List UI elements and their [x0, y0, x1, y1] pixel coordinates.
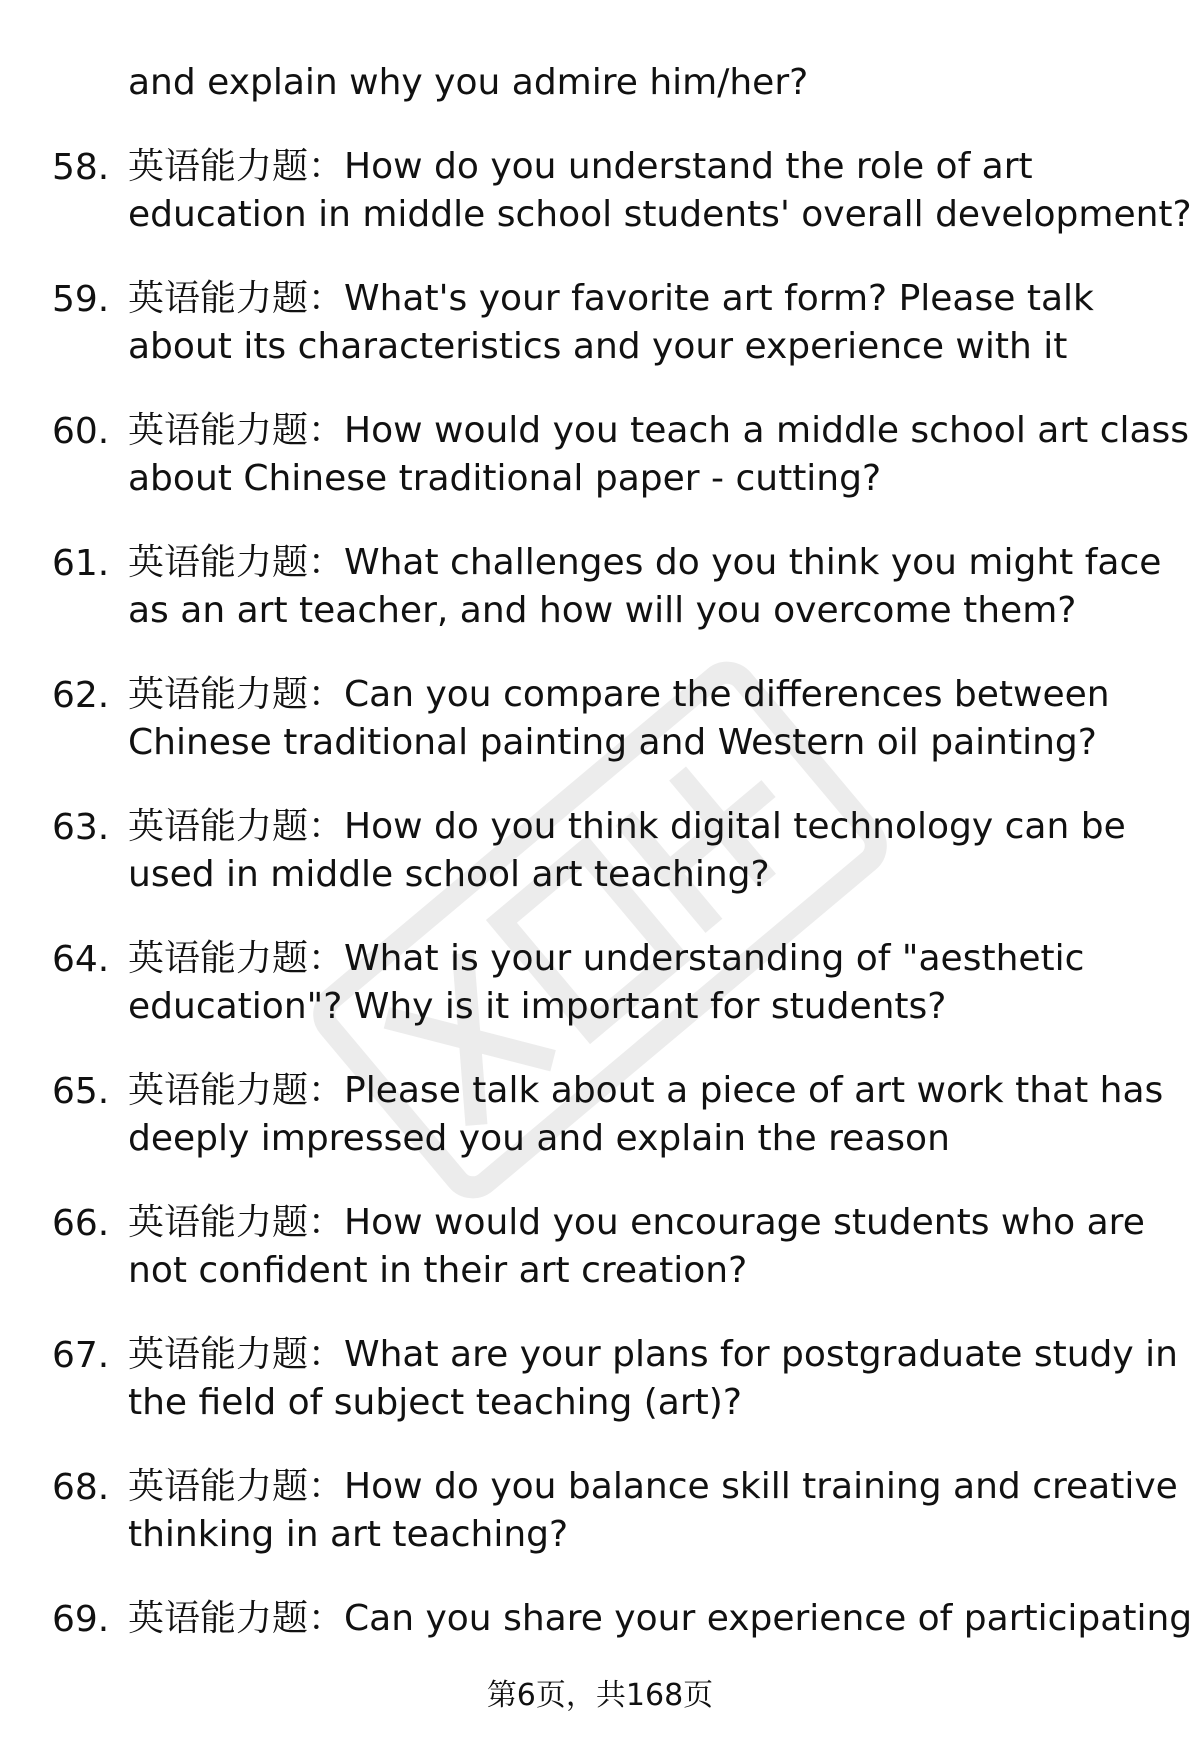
question-line-1: What are your plans for postgraduate study in — [344, 1334, 1178, 1375]
question-text — [128, 1331, 1178, 1427]
question-text — [128, 275, 1178, 371]
question-item — [0, 275, 1200, 407]
question-number: 69. — [52, 1599, 110, 1640]
question-line-1: What's your favorite art form? Please talk — [344, 278, 1094, 319]
question-line-2: Chinese traditional painting and Western oil painting? — [128, 722, 1097, 763]
continuation-text: and explain why you admire him/her? — [128, 62, 809, 103]
question-prefix: 英语能力题： — [128, 1598, 345, 1639]
question-text — [128, 1067, 1178, 1163]
question-prefix: 英语能力题： — [128, 278, 345, 319]
question-prefix: 英语能力题： — [128, 542, 345, 583]
question-item — [0, 1463, 1200, 1595]
question-line — [128, 1199, 1178, 1247]
question-line — [128, 275, 1178, 323]
question-prefix: 英语能力题： — [128, 938, 345, 979]
question-number: 59. — [52, 279, 110, 320]
question-item — [0, 935, 1200, 1067]
question-line — [128, 1331, 1178, 1379]
question-item — [0, 407, 1200, 539]
question-line-1: How would you teach a middle school art class — [344, 410, 1190, 451]
question-item — [0, 671, 1200, 803]
question-number: 67. — [52, 1335, 110, 1376]
question-list — [0, 143, 1200, 1727]
question-item — [0, 1067, 1200, 1199]
question-line-2: education"? Why is it important for students? — [128, 986, 947, 1027]
question-line-2: about Chinese traditional paper - cutting? — [128, 458, 882, 499]
question-prefix: 英语能力题： — [128, 806, 345, 847]
question-line — [128, 143, 1178, 191]
question-line — [128, 935, 1178, 983]
question-line-1: What challenges do you think you might face — [344, 542, 1162, 583]
question-text — [128, 671, 1178, 767]
question-text — [128, 143, 1192, 239]
question-line-2: used in middle school art teaching? — [128, 854, 770, 895]
question-number: 63. — [52, 807, 110, 848]
question-text — [128, 803, 1178, 899]
page-footer: 第6页，共168页 — [486, 1678, 714, 1713]
question-line-1: Can you share your experience of participating — [344, 1598, 1193, 1639]
question-line-2: not confident in their art creation? — [128, 1250, 748, 1291]
question-text — [128, 407, 1190, 503]
question-line — [128, 539, 1178, 587]
question-line-2: deeply impressed you and explain the reason — [128, 1118, 950, 1159]
question-item — [0, 1331, 1200, 1463]
question-text — [128, 539, 1178, 635]
question-line-1: How would you encourage students who are — [344, 1202, 1145, 1243]
question-prefix: 英语能力题： — [128, 1334, 345, 1375]
question-item — [0, 539, 1200, 671]
question-prefix: 英语能力题： — [128, 674, 345, 715]
question-line-1: What is your understanding of "aesthetic — [344, 938, 1085, 979]
question-line — [128, 1595, 1193, 1643]
question-line — [128, 407, 1190, 455]
question-line-2: about its characteristics and your experience with it — [128, 326, 1068, 367]
question-prefix: 英语能力题： — [128, 1466, 345, 1507]
question-prefix: 英语能力题： — [128, 1070, 345, 1111]
question-line-1: Please talk about a piece of art work that has — [344, 1070, 1164, 1111]
question-number: 58. — [52, 147, 110, 188]
question-text — [128, 935, 1178, 1031]
question-number: 66. — [52, 1203, 110, 1244]
question-prefix: 英语能力题： — [128, 146, 345, 187]
question-line — [128, 671, 1178, 719]
question-number: 62. — [52, 675, 110, 716]
question-text — [128, 1463, 1178, 1559]
question-line — [128, 803, 1178, 851]
question-text — [128, 1595, 1193, 1643]
question-item — [0, 1199, 1200, 1331]
question-line-2: education in middle school students' overall development? — [128, 194, 1192, 235]
question-line-1: How do you understand the role of art — [344, 146, 1033, 187]
question-line — [128, 1067, 1178, 1115]
question-line-1: How do you balance skill training and creative — [344, 1466, 1178, 1507]
question-prefix: 英语能力题： — [128, 410, 345, 451]
question-number: 68. — [52, 1467, 110, 1508]
question-line — [128, 1463, 1178, 1511]
question-number: 60. — [52, 411, 110, 452]
question-line-1: How do you think digital technology can be — [344, 806, 1126, 847]
question-line-2: the field of subject teaching (art)? — [128, 1382, 742, 1423]
question-line-1: Can you compare the differences between — [344, 674, 1110, 715]
question-number: 61. — [52, 543, 110, 584]
question-item — [0, 803, 1200, 935]
question-prefix: 英语能力题： — [128, 1202, 345, 1243]
question-text — [128, 1199, 1178, 1295]
question-line-2: as an art teacher, and how will you overcome them? — [128, 590, 1077, 631]
question-number: 64. — [52, 939, 110, 980]
question-item — [0, 143, 1200, 275]
question-number: 65. — [52, 1071, 110, 1112]
question-line-2: thinking in art teaching? — [128, 1514, 569, 1555]
